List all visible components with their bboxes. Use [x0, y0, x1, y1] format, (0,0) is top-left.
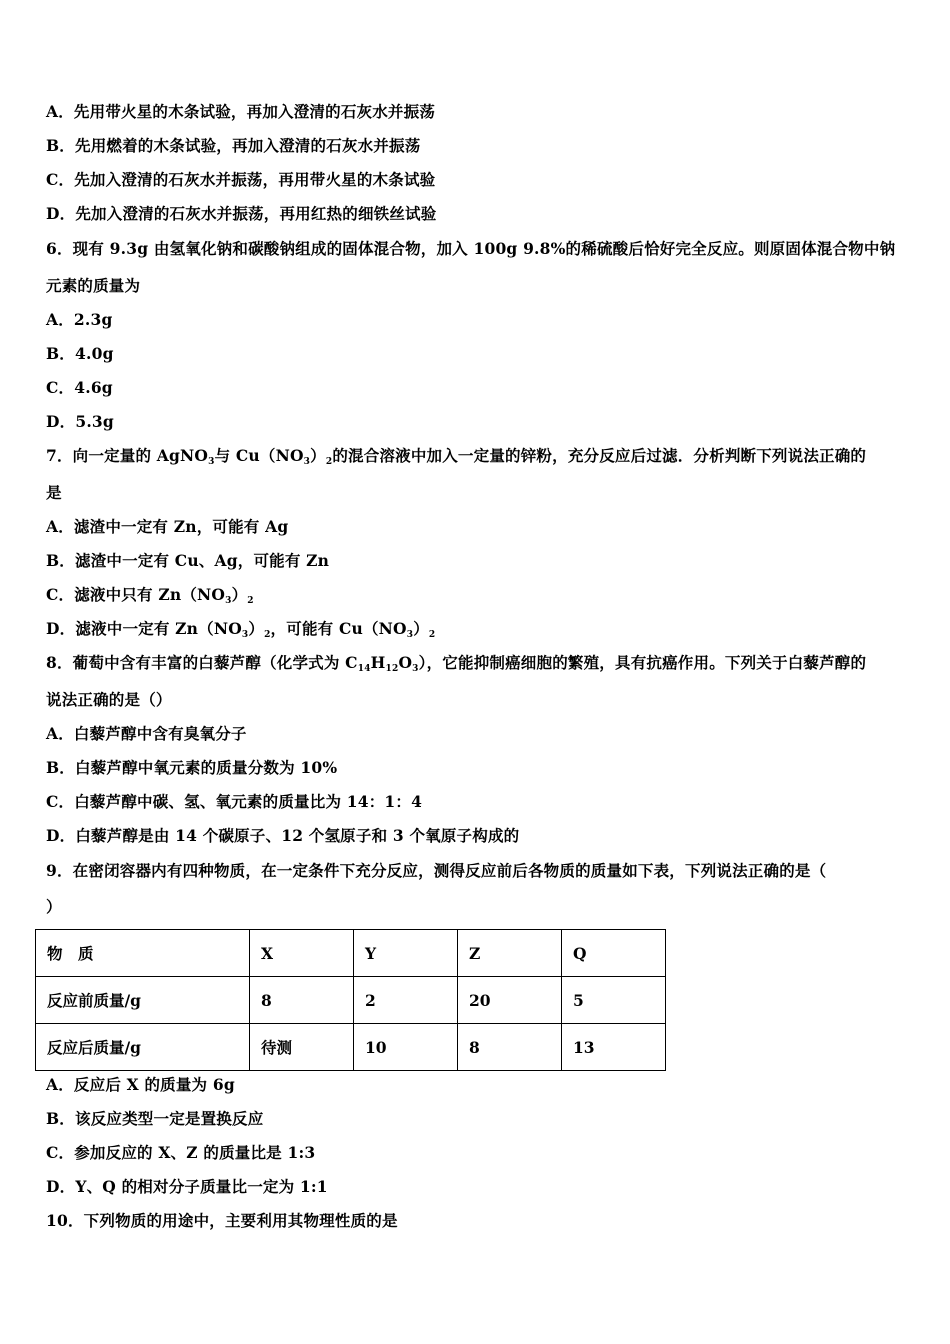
q7-option-c: C．滤液中只有 $Zn(NO_3)_2$ [46, 585, 254, 606]
table-cell: 10 [354, 1024, 458, 1071]
table-cell: 反应后质量/g [36, 1024, 250, 1071]
q5-option-d: D．先加入澄清的石灰水并振荡，再用红热的细铁丝试验 [46, 204, 437, 223]
table-row [36, 1024, 666, 1071]
q7-option-b: B．滤渣中一定有 Cu、Ag，可能有 Zn [46, 551, 330, 570]
q8-option-c: C．白藜芦醇中碳、氢、氧元素的质量比为 14：1：4 [46, 792, 423, 811]
q8-stem-line2: 说法正确的是（） [46, 690, 172, 709]
q8-option-b: B．白藜芦醇中氧元素的质量分数为 10% [46, 758, 338, 777]
table-cell: 8 [250, 977, 354, 1024]
table-cell: 13 [562, 1024, 666, 1071]
table-cell: 物 质 [36, 930, 250, 977]
q9-stem-line2: ） [46, 897, 62, 916]
table-cell: Q [562, 930, 666, 977]
q8-option-a: A．白藜芦醇中含有臭氧分子 [46, 724, 247, 743]
q7-stem-line1: 7．向一定量的 AgNO$_3$与 $Cu(NO_3)_2$的混合溶液中加入一定量的锌粉，充分反应后过滤．分析判断下列说法正确的 [46, 446, 867, 467]
mass-table [35, 929, 666, 1071]
table-cell: 20 [458, 977, 562, 1024]
q9-option-c: C．参加反应的 X、Z 的质量比是 1:3 [46, 1143, 316, 1162]
q9-option-b: B．该反应类型一定是置换反应 [46, 1109, 264, 1128]
table-header-row [36, 930, 666, 977]
q5-option-b: B．先用燃着的木条试验，再加入澄清的石灰水并振荡 [46, 136, 421, 155]
q6-option-c: C．4.6g [46, 378, 113, 397]
q6-stem-line1: 6．现有 9.3g 由氢氧化钠和碳酸钠组成的固体混合物，加入 100g 9.8%的稀硫酸后恰好完全反应。则原固体混合物中钠 [46, 239, 896, 258]
q6-option-a: A．2.3g [46, 310, 113, 329]
q7-option-d: D．滤液中一定有 $Zn(NO_3)_2$，可能有 $Cu(NO_3)_2$ [46, 619, 436, 640]
table-row [36, 977, 666, 1024]
table-cell: X [250, 930, 354, 977]
q7-option-a: A．滤渣中一定有 Zn，可能有 Ag [46, 517, 289, 536]
q5-option-c: C．先加入澄清的石灰水并振荡，再用带火星的木条试验 [46, 170, 436, 189]
q5-option-a: A．先用带火星的木条试验，再加入澄清的石灰水并振荡 [46, 102, 436, 121]
table-cell: 5 [562, 977, 666, 1024]
q8-option-d: D．白藜芦醇是由 14 个碳原子、12 个氢原子和 3 个氧原子构成的 [46, 826, 520, 845]
q9-option-d: D．Y、Q 的相对分子质量比一定为 1:1 [46, 1177, 328, 1196]
table-cell: Z [458, 930, 562, 977]
q10-stem: 10．下列物质的用途中，主要利用其物理性质的是 [46, 1211, 398, 1230]
q7-stem-line2: 是 [46, 483, 62, 502]
q6-option-d: D．5.3g [46, 412, 114, 431]
q8-stem-line1: 8．葡萄中含有丰富的白藜芦醇（化学式为 $C_{14}H_{12}O_3$），它能抑制癌细胞的繁殖，具有抗癌作用。下列关于白藜芦醇的 [46, 653, 867, 674]
q6-stem-line2: 元素的质量为 [46, 276, 141, 295]
table-cell: 8 [458, 1024, 562, 1071]
table-cell: 待测 [250, 1024, 354, 1071]
table-cell: Y [354, 930, 458, 977]
table-cell: 反应前质量/g [36, 977, 250, 1024]
q6-option-b: B．4.0g [46, 344, 114, 363]
q9-stem-line1: 9．在密闭容器内有四种物质，在一定条件下充分反应，测得反应前后各物质的质量如下表，下列说法正确的是（ [46, 861, 827, 880]
q9-option-a: A．反应后 X 的质量为 6g [46, 1075, 235, 1094]
table-cell: 2 [354, 977, 458, 1024]
